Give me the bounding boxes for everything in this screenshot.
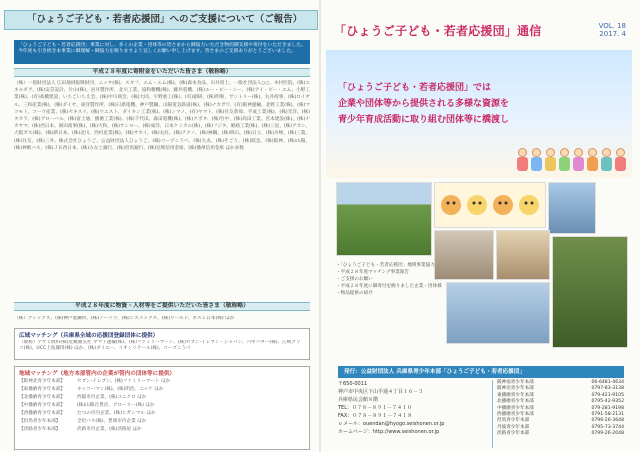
wide-area-matching-title: 広域マッチング（兵庫県全域の応援団登録団体に提供） bbox=[19, 333, 159, 339]
regional-matching-title: 地域マッチング（地方本部管内の企業が管内の団体等に提供） bbox=[19, 371, 176, 377]
branch-phone: 079-281-9198 bbox=[591, 405, 624, 411]
branch-offices bbox=[492, 380, 624, 448]
regional-row-supporters: 西脇市内企業、(株)ユニクロ ほか bbox=[77, 395, 147, 400]
regional-row bbox=[15, 426, 309, 434]
branch-phone: 0796-26-3648 bbox=[591, 418, 624, 424]
branch-phone: 0795-42-9352 bbox=[591, 399, 624, 405]
newsletter-title: 「ひょうご子ども・若者応援団」通信 bbox=[334, 24, 542, 38]
branch-name: 阪神南青少年本部 bbox=[497, 380, 534, 385]
issue-volume: VOL. 18 bbox=[598, 22, 626, 30]
contact-line: 神戸市中央区下山手通４丁目１６－３ bbox=[338, 389, 424, 395]
hero-line-2: 企業や団体等から提供される多様な資源を bbox=[338, 99, 510, 109]
contact-line: 〒650-0011 bbox=[338, 381, 368, 387]
branch-phone: 0799-26-2048 bbox=[591, 431, 624, 437]
regional-row-supporters: 全但バス(株)、豊岡市内企業 ほか bbox=[77, 419, 147, 424]
forest-adventure-photo bbox=[552, 236, 628, 348]
regional-row-branch: 【阪神北青少年本部】 bbox=[19, 379, 65, 384]
intro-message: 「ひょうご子ども・若者応援団」事業に対し、多くの企業・団体等の皆さまから御協力いただき物的御支援や寄付をいただきました。今年度も引き続き本事業に御理解・御協力を賜りますよう宜しくお願い申し上げます。皆さまのご支援ありがとうございました。 bbox=[14, 40, 310, 64]
hero-line-3: 青少年育成活動に取り組む団体等に橋渡し bbox=[338, 115, 510, 125]
contents-item: ・ご支援のお願い bbox=[336, 277, 373, 282]
wide-area-matching-box bbox=[14, 328, 310, 360]
donation-section-head: 平成２８年度に寄附金をいただいた皆さま（敬称略） bbox=[14, 68, 310, 77]
branch-name: 丹波青少年本部 bbox=[497, 424, 530, 430]
branch-name: 北播磨青少年本部 bbox=[497, 399, 534, 405]
goods-donor-list: （株）アシックス、(株)神戸製鋼所、(株)ノーリツ、(株)シスメックス、(株)ワールド、ネスレ日本(株) ほか bbox=[14, 316, 235, 321]
contact-line: ホームページ：http://www.seishonen.or.jp bbox=[338, 429, 440, 435]
contents-item: ・平成２８年度に御寄付を賜りました企業・団体様 bbox=[336, 284, 442, 289]
regional-row-supporters: たつの市内企業、(株)ヒガシマル ほか bbox=[77, 411, 156, 416]
hero-line-1: 「ひょうご子ども・若者応援団」では bbox=[338, 83, 492, 93]
contents-item: ・「ひょうご子ども・若者応援団」地域事業協力 bbox=[336, 263, 435, 268]
regional-row-branch: 【淡路青少年本部】 bbox=[19, 427, 61, 432]
regional-row bbox=[15, 386, 309, 394]
support-report-header bbox=[4, 10, 318, 30]
regional-row-branch: 【但馬青少年本部】 bbox=[19, 419, 61, 424]
branch-name: 西播磨青少年本部 bbox=[497, 412, 534, 418]
mascot-illustration bbox=[434, 182, 546, 228]
regional-row-supporters: キッコーマン(株)、(株)明治、ニッケ ほか bbox=[77, 387, 164, 392]
branch-phone: 0797-83-3138 bbox=[591, 386, 624, 392]
branch-name: 阪神北青少年本部 bbox=[497, 386, 534, 392]
regional-row bbox=[15, 378, 309, 386]
contents-list bbox=[336, 262, 444, 346]
issue-date: 2017. 4 bbox=[599, 30, 626, 38]
contents-item: ・物品提供の紹介 bbox=[336, 291, 373, 296]
branch-row bbox=[497, 431, 624, 437]
page-fold bbox=[319, 0, 321, 452]
right-page bbox=[322, 4, 636, 448]
workshop-photo bbox=[496, 230, 550, 280]
group-activity-photo bbox=[446, 282, 550, 344]
donor-list: （株）一般財団法人 広田地域振興財団、ニッタ(株)、スタフ、エム・エム(株)、(株)森本食品、石井貴士、一般社団法人○○、木村医院、(株)エネルギア、(株)安芸設計、片山(株)、岩井製作所、北川工業、協和精機(株)、藤井電機、(株)エー・ピー・シー、(株)アイ・ビー・エム、小野工業(株)、(有)高橋建設、いちごいちえ会、(株)中川商会、(株)大同、宇野重工(株)、(有)創研、(株)明和、サントリー(株)、丸井商事、(株)ロイヤル、三和産業(株)、(株)ダイヤ、東洋製作所、(株)日新電機、神戸製鋼、山陽電気鉄道(株)、(株)ナカガワ、(有)阪神運輸、北野工業(株)、(株)マツモト、コーワ産業、(株)セキスイ、(株)ウエスト、ダイキン工業(株)、(株)シマノ、(有)ヤマト、(株)住友倉庫、平成工業(株)、(株)光洋、(株)タカラ、(株)グローバル、(株)富士通、播磨工業(株)、(株)千代田、森田電機(株)、(株)クボタ、(株)竹中、(株)高田工業、宮本建設(株)、(株)ナカヤマ、(株)西日本、岡田商事(株)、(株)大和、(株)サンヨー、(株)東洋、日本ケミカル(株)、(株)フジタ、姫路工業(株)、(株)三星、(株)アカシ、大阪ガス(株)、(株)新日本、(株)北川、西村産業(株)、(株)サカイ、(株)丸紅、(株)テクノ、(株)神鋼、(株)明石、(株)日立、(株)川崎、(株)三菱、(株)住友、(株)三井、株式会社ひょうご、公益財団法人ひょうご、(株)コープこうべ、(株)大丸、(株)そごう、(株)阪急、(株)阪神、(株)山陽、(株)神姫バス、(株)ＪＲ西日本、(株)みなと銀行、(株)但馬銀行、(株)尼崎信用金庫、(株)播州信用金庫 ほか多数 bbox=[14, 81, 310, 151]
issue-info bbox=[572, 22, 626, 38]
hero-banner bbox=[326, 50, 632, 178]
branch-phone: 0795-73-3744 bbox=[591, 424, 624, 430]
regional-matching-box bbox=[14, 366, 310, 450]
contact-info bbox=[338, 380, 488, 448]
wide-area-matching-body: （敬称）アサヒ飲料(株)近畿圏支社 ヤマト運輸(株)、(株)ファミリーマート、(株)セブン-イレブン・ジャパン、六甲バター(株)、江崎グリコ(株)、UCC上島珈琲(株) ほか、(株)ダイエー、イオンリテール(株)、コープこうべ bbox=[19, 340, 301, 352]
regional-row bbox=[15, 418, 309, 426]
goods-section-head: 平成２８年度に物資・人材等をご提供いただいた皆さま（敬称略） bbox=[14, 302, 310, 311]
contents-item: ・平成２８年度マッチング事業報告 bbox=[336, 270, 409, 275]
playground-photo bbox=[548, 182, 596, 234]
regional-row-branch: 【東播磨青少年本部】 bbox=[19, 387, 65, 392]
regional-row-branch: 【西播磨青少年本部】 bbox=[19, 411, 65, 416]
branch-name: 淡路青少年本部 bbox=[497, 431, 530, 437]
contact-line: 兵庫県民会館８階 bbox=[338, 397, 379, 403]
contact-line: ｅメール：ouendan@hyogo.seishonen.or.jp bbox=[338, 421, 445, 427]
regional-row bbox=[15, 410, 309, 418]
regional-row-supporters: 淡路市内企業、(株)淡路屋 ほか bbox=[77, 427, 142, 432]
branch-name: 中播磨青少年本部 bbox=[497, 405, 534, 411]
branch-phone: 0791-58-2131 bbox=[591, 412, 624, 418]
support-report-title: 「ひょうご子ども・若者応援団」へのご支援について（ご報告） bbox=[27, 14, 303, 25]
branch-phone: 06-6481-4634 bbox=[591, 380, 624, 385]
regional-row bbox=[15, 402, 309, 410]
regional-row-branch: 【中播磨青少年本部】 bbox=[19, 403, 65, 408]
regional-row-supporters: (株)山陽百貨店、グローリー(株) ほか bbox=[77, 403, 155, 408]
contact-line: FAX：０７８－８９１－７４１８ bbox=[338, 413, 413, 419]
regional-matching-rows bbox=[15, 378, 309, 434]
branch-name: 但馬青少年本部 bbox=[497, 418, 530, 424]
publisher-bar: 発行：公益財団法人 兵庫県青少年本部「ひょうご子ども・若者応援団」 bbox=[338, 366, 624, 378]
regional-row-supporters: セブン-イレブン、(株)ファミリーマート ほか bbox=[77, 379, 171, 384]
branch-name: 東播磨青少年本部 bbox=[497, 392, 534, 398]
contact-line: TEL：０７８－８９１－７４１０ bbox=[338, 405, 413, 411]
regional-row bbox=[15, 394, 309, 402]
children-illustration bbox=[516, 138, 626, 174]
left-page bbox=[4, 4, 318, 448]
field-activity-photo bbox=[336, 182, 432, 256]
regional-row-branch: 【北播磨青少年本部】 bbox=[19, 395, 65, 400]
branch-phone: 079-421-9105 bbox=[591, 392, 624, 398]
